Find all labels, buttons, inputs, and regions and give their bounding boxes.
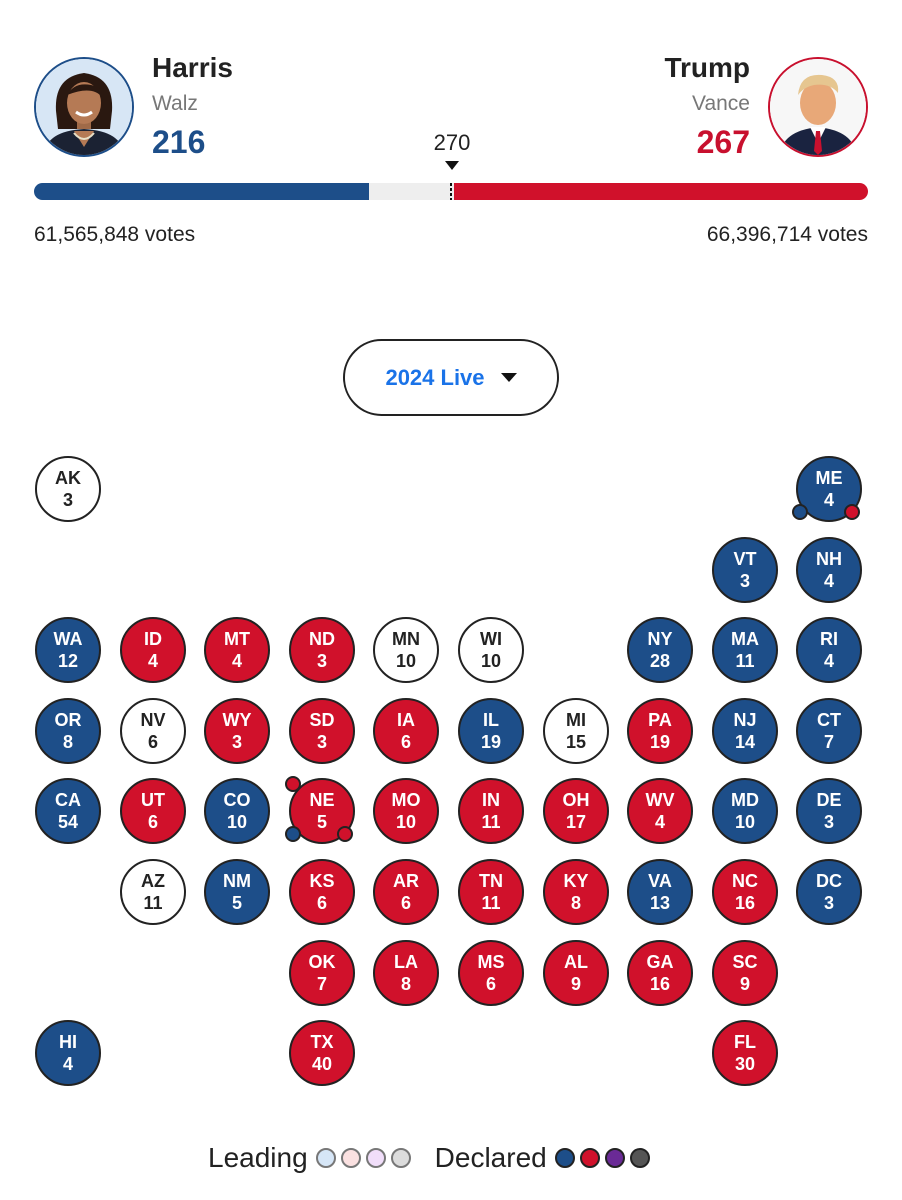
legend-leading-swatches [316, 1148, 411, 1168]
state-tile-md[interactable] [712, 778, 778, 844]
state-electoral-votes: 9 [570, 974, 581, 994]
state-tile-mn[interactable] [373, 617, 439, 683]
state-code: NV [140, 710, 166, 730]
state-tile-vt[interactable] [712, 537, 778, 603]
state-tile-va[interactable] [627, 859, 693, 925]
state-electoral-votes: 17 [565, 812, 587, 832]
state-code: OH [562, 790, 590, 810]
state-tile-pa[interactable] [627, 698, 693, 764]
state-electoral-votes: 6 [147, 812, 158, 832]
state-code: CA [55, 790, 81, 810]
state-electoral-votes: 15 [565, 732, 587, 752]
state-electoral-votes: 3 [739, 571, 750, 591]
state-tile-az[interactable] [120, 859, 186, 925]
state-code: MT [224, 629, 250, 649]
state-code: NE [309, 790, 335, 810]
state-code: PA [648, 710, 672, 730]
state-tile-ri[interactable] [796, 617, 862, 683]
state-electoral-votes: 8 [570, 893, 581, 913]
state-tile-ia[interactable] [373, 698, 439, 764]
state-electoral-votes: 16 [734, 893, 756, 913]
state-tile-ok[interactable] [289, 940, 355, 1006]
harris-ev-bar-fill [34, 183, 369, 200]
state-code: KY [563, 871, 589, 891]
state-code: ID [144, 629, 162, 649]
state-tile-nv[interactable] [120, 698, 186, 764]
district-dot [285, 826, 301, 842]
harris-portrait-icon [36, 59, 132, 155]
state-electoral-votes: 6 [400, 893, 411, 913]
harris-avatar [34, 57, 134, 157]
state-tile-wi[interactable] [458, 617, 524, 683]
legend-declared-swatch-2 [580, 1148, 600, 1168]
electoral-vote-bar [34, 183, 868, 200]
state-tile-la[interactable] [373, 940, 439, 1006]
district-dot [337, 826, 353, 842]
state-tile-ms[interactable] [458, 940, 524, 1006]
trump-name: Trump [664, 52, 750, 83]
state-tile-id[interactable] [120, 617, 186, 683]
state-tile-nj[interactable] [712, 698, 778, 764]
state-code: DC [816, 871, 842, 891]
trump-avatar [768, 57, 868, 157]
state-code: WA [53, 629, 83, 649]
chevron-down-icon [501, 373, 517, 382]
state-tile-wv[interactable] [627, 778, 693, 844]
state-code: NY [647, 629, 673, 649]
state-electoral-votes: 4 [654, 812, 665, 832]
trump-electoral-votes: 267 [696, 124, 750, 160]
threshold-label: 270 [433, 130, 471, 155]
legend-declared-swatch-4 [630, 1148, 650, 1168]
state-code: ME [815, 468, 843, 488]
state-code: ND [309, 629, 335, 649]
state-code: FL [734, 1032, 756, 1052]
state-code: DE [816, 790, 842, 810]
state-electoral-votes: 3 [316, 651, 327, 671]
state-code: TX [310, 1032, 334, 1052]
state-tile-nh[interactable] [796, 537, 862, 603]
state-code: NC [732, 871, 758, 891]
state-code: CT [817, 710, 841, 730]
state-code: MD [731, 790, 759, 810]
state-code: MS [477, 952, 505, 972]
state-tile-mi[interactable] [543, 698, 609, 764]
state-code: GA [646, 952, 674, 972]
legend-declared-swatch-1 [555, 1148, 575, 1168]
state-electoral-votes: 6 [316, 893, 327, 913]
state-tile-map [0, 440, 902, 1100]
state-code: HI [59, 1032, 77, 1052]
state-electoral-votes: 16 [649, 974, 671, 994]
state-electoral-votes: 40 [311, 1054, 333, 1074]
legend-leading-swatch-1 [316, 1148, 336, 1168]
state-electoral-votes: 7 [316, 974, 327, 994]
state-electoral-votes: 4 [823, 490, 834, 510]
state-electoral-votes: 19 [480, 732, 502, 752]
legend-leading-label: Leading [208, 1142, 308, 1173]
state-electoral-votes: 12 [57, 651, 79, 671]
state-tile-nc[interactable] [712, 859, 778, 925]
district-dot [792, 504, 808, 520]
state-tile-ma[interactable] [712, 617, 778, 683]
state-electoral-votes: 3 [316, 732, 327, 752]
state-code: SD [309, 710, 335, 730]
state-code: AZ [141, 871, 165, 891]
state-tile-mt[interactable] [204, 617, 270, 683]
state-code: WI [480, 629, 502, 649]
district-dot [844, 504, 860, 520]
state-electoral-votes: 8 [400, 974, 411, 994]
state-code: OK [308, 952, 336, 972]
state-tile-nd[interactable] [289, 617, 355, 683]
legend [208, 1138, 650, 1178]
legend-leading-swatch-4 [391, 1148, 411, 1168]
state-tile-ne[interactable] [289, 778, 355, 844]
state-electoral-votes: 4 [147, 651, 158, 671]
state-tile-nm[interactable] [204, 859, 270, 925]
state-electoral-votes: 10 [395, 812, 417, 832]
state-code: KS [309, 871, 335, 891]
threshold-line [450, 183, 452, 200]
state-code: NJ [733, 710, 757, 730]
state-electoral-votes: 9 [739, 974, 750, 994]
state-code: SC [732, 952, 758, 972]
trump-running-mate: Vance [692, 92, 750, 115]
legend-declared-swatch-3 [605, 1148, 625, 1168]
state-electoral-votes: 3 [231, 732, 242, 752]
state-code: VT [733, 549, 757, 569]
state-code: AL [564, 952, 588, 972]
state-tile-me[interactable] [796, 456, 862, 522]
state-electoral-votes: 7 [823, 732, 834, 752]
state-electoral-votes: 4 [62, 1054, 73, 1074]
state-electoral-votes: 28 [649, 651, 671, 671]
state-electoral-votes: 4 [823, 571, 834, 591]
state-tile-tx[interactable] [289, 1020, 355, 1086]
state-tile-ca[interactable] [35, 778, 101, 844]
state-tile-hi[interactable] [35, 1020, 101, 1086]
state-electoral-votes: 10 [480, 651, 502, 671]
state-electoral-votes: 10 [226, 812, 248, 832]
state-electoral-votes: 11 [481, 812, 501, 832]
state-electoral-votes: 6 [485, 974, 496, 994]
state-tile-fl[interactable] [712, 1020, 778, 1086]
harris-name: Harris [152, 52, 233, 83]
state-electoral-votes: 13 [649, 893, 671, 913]
state-code: LA [394, 952, 418, 972]
state-tile-mo[interactable] [373, 778, 439, 844]
state-electoral-votes: 8 [62, 732, 73, 752]
state-code: MI [566, 710, 586, 730]
state-tile-sd[interactable] [289, 698, 355, 764]
legend-declared-label: Declared [434, 1142, 547, 1173]
trump-popular-votes: 66,396,714 votes [706, 223, 868, 246]
state-tile-wa[interactable] [35, 617, 101, 683]
state-electoral-votes: 6 [400, 732, 411, 752]
state-electoral-votes: 3 [823, 812, 834, 832]
year-select-label: 2024 Live [385, 364, 485, 390]
state-electoral-votes: 3 [62, 490, 73, 510]
state-electoral-votes: 5 [316, 812, 327, 832]
state-electoral-votes: 19 [649, 732, 671, 752]
state-tile-ga[interactable] [627, 940, 693, 1006]
state-electoral-votes: 6 [147, 732, 158, 752]
state-electoral-votes: 54 [57, 812, 79, 832]
state-code: NH [816, 549, 842, 569]
state-code: VA [648, 871, 672, 891]
state-tile-ny[interactable] [627, 617, 693, 683]
state-tile-ar[interactable] [373, 859, 439, 925]
state-tile-wy[interactable] [204, 698, 270, 764]
state-code: OR [54, 710, 82, 730]
state-tile-ky[interactable] [543, 859, 609, 925]
state-tile-dc[interactable] [796, 859, 862, 925]
state-code: CO [223, 790, 251, 810]
state-electoral-votes: 11 [143, 893, 163, 913]
state-electoral-votes: 4 [823, 651, 834, 671]
state-code: WV [645, 790, 675, 810]
state-electoral-votes: 4 [231, 651, 242, 671]
year-select[interactable] [343, 339, 559, 416]
state-electoral-votes: 11 [735, 651, 755, 671]
state-tile-sc[interactable] [712, 940, 778, 1006]
state-code: IA [397, 710, 415, 730]
state-tile-il[interactable] [458, 698, 524, 764]
state-code: MO [391, 790, 421, 810]
district-dot [285, 776, 301, 792]
state-tile-ak[interactable] [35, 456, 101, 522]
state-code: MN [392, 629, 420, 649]
state-tile-al[interactable] [543, 940, 609, 1006]
state-code: RI [820, 629, 838, 649]
trump-ev-bar-fill [454, 183, 868, 200]
state-code: AR [393, 871, 419, 891]
state-electoral-votes: 5 [231, 893, 242, 913]
state-electoral-votes: 11 [481, 893, 501, 913]
state-tile-de[interactable] [796, 778, 862, 844]
legend-leading-swatch-2 [341, 1148, 361, 1168]
state-code: IL [483, 710, 499, 730]
state-tile-ks[interactable] [289, 859, 355, 925]
harris-popular-votes: 61,565,848 votes [34, 223, 196, 246]
state-code: NM [223, 871, 251, 891]
state-code: WY [222, 710, 252, 730]
state-electoral-votes: 3 [823, 893, 834, 913]
state-code: MA [731, 629, 759, 649]
state-code: UT [141, 790, 165, 810]
threshold-marker-icon [445, 161, 459, 170]
state-code: AK [55, 468, 81, 488]
state-tile-or[interactable] [35, 698, 101, 764]
state-tile-in[interactable] [458, 778, 524, 844]
state-code: TN [479, 871, 503, 891]
state-electoral-votes: 14 [734, 732, 756, 752]
state-tile-ct[interactable] [796, 698, 862, 764]
state-tile-co[interactable] [204, 778, 270, 844]
state-tile-tn[interactable] [458, 859, 524, 925]
state-electoral-votes: 10 [734, 812, 756, 832]
legend-leading-swatch-3 [366, 1148, 386, 1168]
harris-electoral-votes: 216 [152, 124, 206, 160]
state-electoral-votes: 30 [734, 1054, 756, 1074]
harris-running-mate: Walz [152, 92, 198, 115]
state-electoral-votes: 10 [395, 651, 417, 671]
state-tile-oh[interactable] [543, 778, 609, 844]
state-tile-ut[interactable] [120, 778, 186, 844]
state-code: IN [482, 790, 500, 810]
legend-declared-swatches [555, 1148, 650, 1168]
trump-portrait-icon [770, 59, 866, 155]
